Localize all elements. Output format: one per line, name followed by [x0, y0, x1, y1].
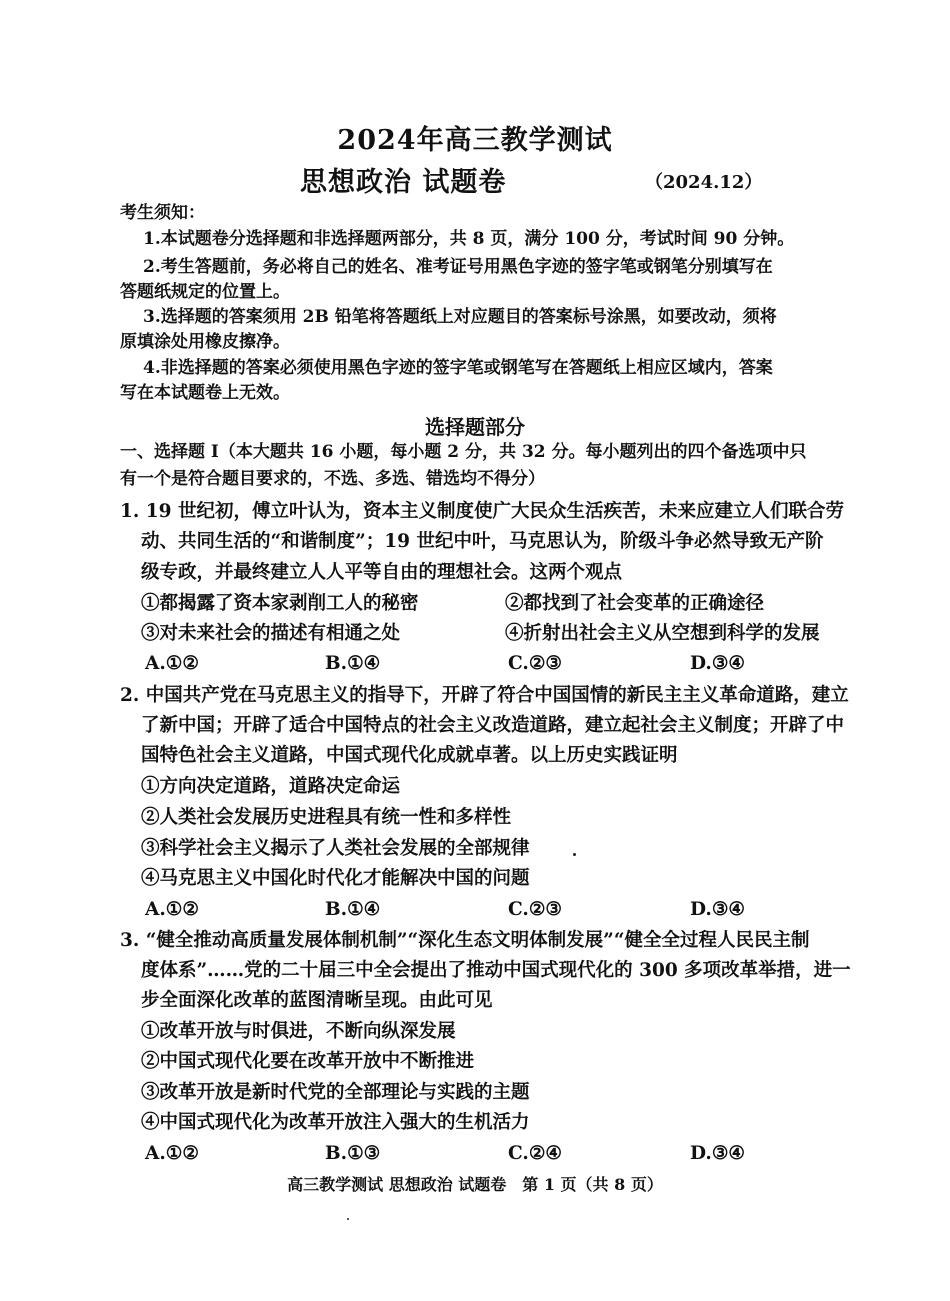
- question-1-stem: 级专政，并最终建立人人平等自由的理想社会。这两个观点: [141, 562, 623, 583]
- scan-speck: [347, 1218, 349, 1220]
- question-3-option-b: B.①③: [325, 1143, 381, 1164]
- question-2-option-a: A.①②: [145, 899, 199, 920]
- question-1-item: ①都揭露了资本家剥削工人的秘密: [141, 593, 419, 614]
- exam-subtitle: 思想政治 试题卷: [300, 167, 507, 198]
- notice-line: 2.考生答题前，务必将自己的姓名、准考证号用黑色字迹的签字笔或钢笔分别填写在: [143, 257, 773, 277]
- question-3-stem: 3. “健全推动高质量发展体制机制”“深化生态文明体制发展”“健全全过程人民民主制: [120, 930, 810, 951]
- notice-heading: 考生须知：: [120, 203, 205, 223]
- question-2-stem: 2. 中国共产党在马克思主义的指导下，开辟了符合中国国情的新民主主义革命道路，建立: [120, 685, 849, 706]
- question-2-item: ③科学社会主义揭示了人类社会发展的全部规律: [141, 838, 530, 859]
- question-3-item: ①改革开放与时俱进，不断向纵深发展: [141, 1021, 456, 1042]
- question-1-item: ④折射出社会主义从空想到科学的发展: [505, 623, 820, 644]
- question-1-option-b: B.①④: [325, 653, 381, 674]
- notice-line: 1.本试题卷分选择题和非选择题两部分，共 8 页，满分 100 分，考试时间 90 分钟。: [143, 229, 795, 249]
- question-2-item: ①方向决定道路，道路决定命运: [141, 776, 401, 797]
- question-3-option-c: C.②④: [508, 1143, 563, 1164]
- notice-line: 4.非选择题的答案必须使用黑色字迹的签字笔或钢笔写在答题纸上相应区域内，答案: [143, 358, 773, 378]
- exam-date: （2024.12）: [645, 172, 763, 193]
- question-2-option-b: B.①④: [325, 899, 381, 920]
- question-2-option-c: C.②③: [508, 899, 563, 920]
- question-2-item: ④马克思主义中国化时代化才能解决中国的问题: [141, 868, 530, 889]
- question-3-item: ④中国式现代化为改革开放注入强大的生机活力: [141, 1112, 530, 1133]
- question-3-item: ②中国式现代化要在改革开放中不断推进: [141, 1051, 475, 1072]
- question-3-option-d: D.③④: [690, 1143, 745, 1164]
- question-2-stem: 国特色社会主义道路，中国式现代化成就卓著。以上历史实践证明: [141, 745, 678, 766]
- notice-line: 原填涂处用橡皮擦净。: [120, 332, 290, 352]
- notice-line: 3.选择题的答案须用 2B 铅笔将答题纸上对应题目的答案标号涂黑，如要改动，须将: [143, 307, 777, 327]
- notice-line: 写在本试题卷上无效。: [120, 383, 290, 403]
- section-intro: 有一个是符合题目要求的，不选、多选、错选均不得分）: [120, 469, 545, 489]
- notice-line: 答题纸规定的位置上。: [120, 282, 290, 302]
- question-2-stem: 了新中国；开辟了适合中国特点的社会主义改造道路，建立起社会主义制度；开辟了中: [141, 715, 845, 736]
- page-footer: 高三教学测试 思想政治 试题卷 第 1 页（共 8 页）: [287, 1175, 663, 1194]
- section-heading: 选择题部分: [425, 415, 525, 439]
- question-3-option-a: A.①②: [145, 1143, 199, 1164]
- scan-speck: [573, 853, 576, 856]
- section-intro: 一、选择题 I（本大题共 16 小题，每小题 2 分，共 32 分。每小题列出的四个备选项中只: [120, 442, 807, 462]
- question-1-option-c: C.②③: [508, 653, 563, 674]
- question-3-stem: 度体系”……党的二十届三中全会提出了推动中国式现代化的 300 多项改革举措，进一: [141, 960, 851, 981]
- question-3-stem: 步全面深化改革的蓝图清晰呈现。由此可见: [141, 990, 493, 1011]
- question-1-stem: 动、共同生活的“和谐制度”；19 世纪中叶，马克思认为，阶级斗争必然导致无产阶: [141, 531, 824, 552]
- question-1-option-d: D.③④: [690, 653, 745, 674]
- question-2-option-d: D.③④: [690, 899, 745, 920]
- question-1-item: ③对未来社会的描述有相通之处: [141, 623, 401, 644]
- question-1-stem: 1. 19 世纪初，傅立叶认为，资本主义制度使广大民众生活疾苦，未来应建立人们联合劳: [120, 501, 844, 522]
- question-1-item: ②都找到了社会变革的正确途径: [505, 593, 765, 614]
- question-1-option-a: A.①②: [145, 653, 199, 674]
- question-2-item: ②人类社会发展历史进程具有统一性和多样性: [141, 807, 512, 828]
- question-3-item: ③改革开放是新时代党的全部理论与实践的主题: [141, 1082, 530, 1103]
- exam-title: 2024年高三教学测试: [337, 125, 613, 156]
